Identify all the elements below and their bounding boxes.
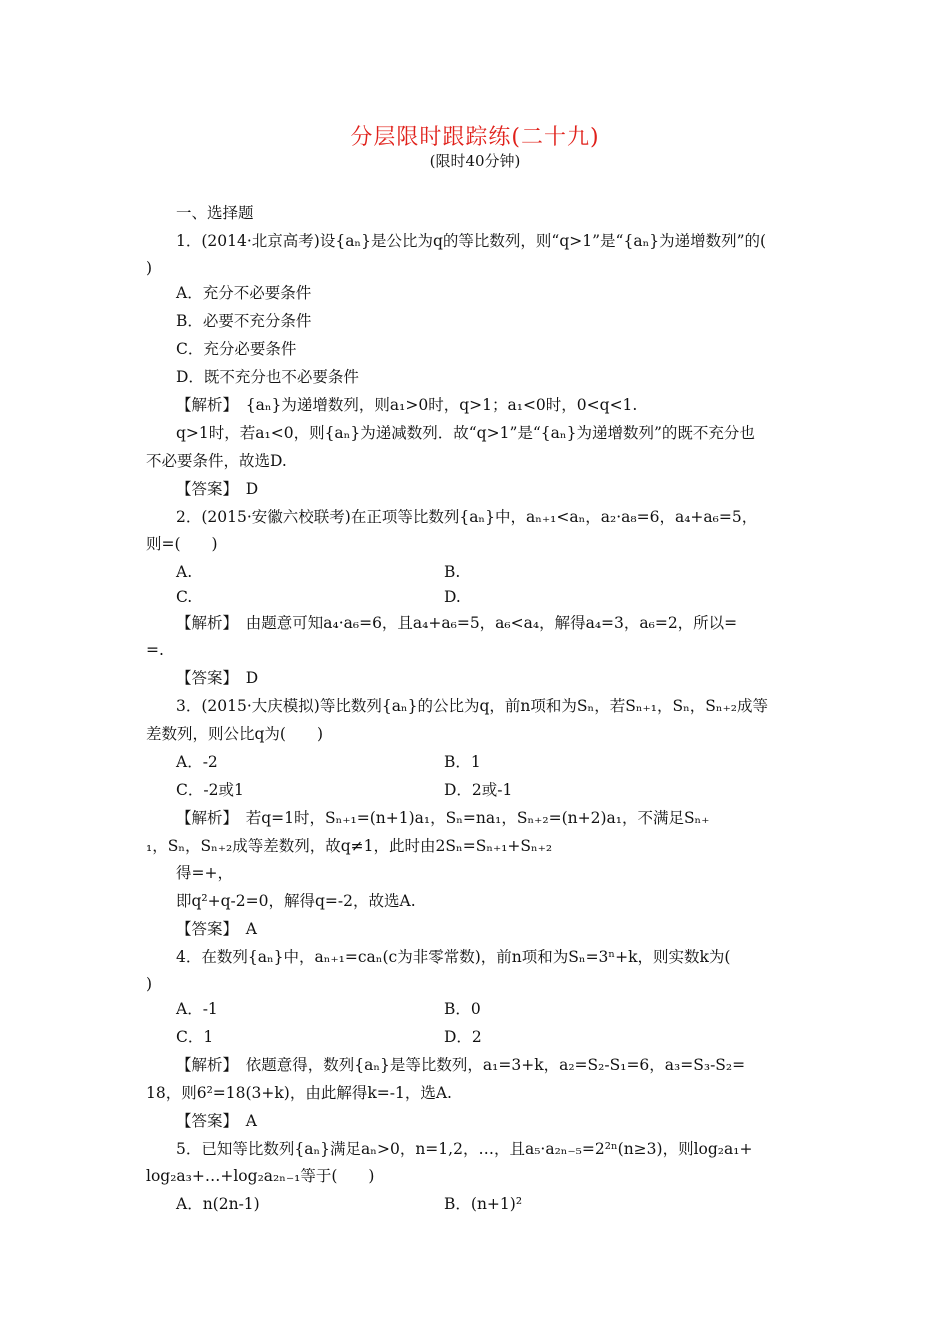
section-heading: 一、选择题 bbox=[176, 204, 254, 222]
q4-stem: 4．在数列{aₙ}中，aₙ₊₁=caₙ(c为非零常数)，前n项和为Sₙ=3ⁿ+k，则实数k为( bbox=[176, 948, 731, 966]
q5-option-b: B．(n+1)² bbox=[444, 1195, 523, 1213]
q5-stem-cont: log₂a₃+…+log₂a₂ₙ₋₁等于( ) bbox=[146, 1167, 375, 1185]
q4-analysis: 【解析】 依题意得，数列{aₙ}是等比数列，a₁=3+k，a₂=S₂-S₁=6，a₃=S₃-S₂= bbox=[176, 1056, 746, 1074]
q2-analysis-2: =. bbox=[146, 641, 164, 659]
q1-analysis-2: q>1时，若a₁<0，则{aₙ}为递减数列．故“q>1”是“{aₙ}为递增数列”的既不充分也 bbox=[176, 424, 755, 442]
time-limit: (限时40分钟) bbox=[429, 152, 521, 170]
q2-option-b: B. bbox=[444, 563, 461, 581]
q1-answer: 【答案】 D bbox=[176, 480, 259, 498]
q4-option-d: D．2 bbox=[444, 1028, 482, 1046]
q3-stem: 3．(2015·大庆模拟)等比数列{aₙ}的公比为q，前n项和为Sₙ，若Sₙ₊₁，Sₙ，Sₙ₊₂成等 bbox=[176, 697, 768, 715]
q4-option-c: C．1 bbox=[176, 1028, 214, 1046]
q1-option-d: D．既不充分也不必要条件 bbox=[176, 368, 359, 386]
q2-stem-cont: 则=( ) bbox=[146, 535, 218, 553]
q1-option-b: B．必要不充分条件 bbox=[176, 312, 312, 330]
q4-option-b: B．0 bbox=[444, 1000, 481, 1018]
q2-option-c: C. bbox=[176, 588, 193, 606]
q3-option-a: A．-2 bbox=[176, 753, 218, 771]
q5-option-a: A．n(2n-1) bbox=[176, 1195, 260, 1213]
q1-option-a: A．充分不必要条件 bbox=[176, 284, 312, 302]
q4-option-a: A．-1 bbox=[176, 1000, 218, 1018]
q5-stem: 5．已知等比数列{aₙ}满足aₙ>0，n=1,2，…，且a₅·a₂ₙ₋₅=2²ⁿ(n≥3)，则log₂a₁+ bbox=[176, 1140, 753, 1158]
q2-analysis: 【解析】 由题意可知a₄·a₆=6，且a₄+a₆=5，a₆<a₄，解得a₄=3，a₆=2，所以= bbox=[176, 614, 738, 632]
q3-option-c: C．-2或1 bbox=[176, 781, 244, 799]
q2-option-d: D. bbox=[444, 588, 461, 606]
q3-analysis-4: 即q²+q-2=0，解得q=-2，故选A. bbox=[176, 892, 416, 910]
q1-analysis: 【解析】 {aₙ}为递增数列，则a₁>0时，q>1；a₁<0时，0<q<1. bbox=[176, 396, 638, 414]
q1-analysis-3: 不必要条件，故选D. bbox=[146, 452, 287, 470]
q3-option-b: B．1 bbox=[444, 753, 481, 771]
q3-analysis: 【解析】 若q=1时，Sₙ₊₁=(n+1)a₁，Sₙ=na₁，Sₙ₊₂=(n+2)a₁，不满足Sₙ₊ bbox=[176, 809, 710, 827]
q1-stem-cont: ) bbox=[146, 259, 153, 277]
q3-option-d: D．2或-1 bbox=[444, 781, 513, 799]
q1-stem: 1．(2014·北京高考)设{aₙ}是公比为q的等比数列，则“q>1”是“{aₙ}为递增数列”的( bbox=[176, 232, 767, 250]
q2-stem: 2．(2015·安徽六校联考)在正项等比数列{aₙ}中，aₙ₊₁<aₙ，a₂·a₈=6，a₄+a₆=5， bbox=[176, 508, 758, 526]
q4-analysis-2: 18，则6²=18(3+k)，由此解得k=-1，选A. bbox=[146, 1084, 452, 1102]
q4-answer: 【答案】 A bbox=[176, 1112, 257, 1130]
q1-option-c: C．充分必要条件 bbox=[176, 340, 297, 358]
page-title: 分层限时跟踪练(二十九) bbox=[350, 125, 600, 150]
q4-stem-cont: ) bbox=[146, 975, 153, 993]
q2-option-a: A. bbox=[176, 563, 193, 581]
q3-answer: 【答案】 A bbox=[176, 920, 257, 938]
q2-answer: 【答案】 D bbox=[176, 669, 259, 687]
q3-analysis-2: ₁，Sₙ，Sₙ₊₂成等差数列，故q≠1，此时由2Sₙ=Sₙ₊₁+Sₙ₊₂ bbox=[146, 837, 553, 855]
q3-analysis-3: 得=+， bbox=[176, 864, 233, 882]
q3-stem-cont: 差数列，则公比q为( ) bbox=[146, 725, 324, 743]
